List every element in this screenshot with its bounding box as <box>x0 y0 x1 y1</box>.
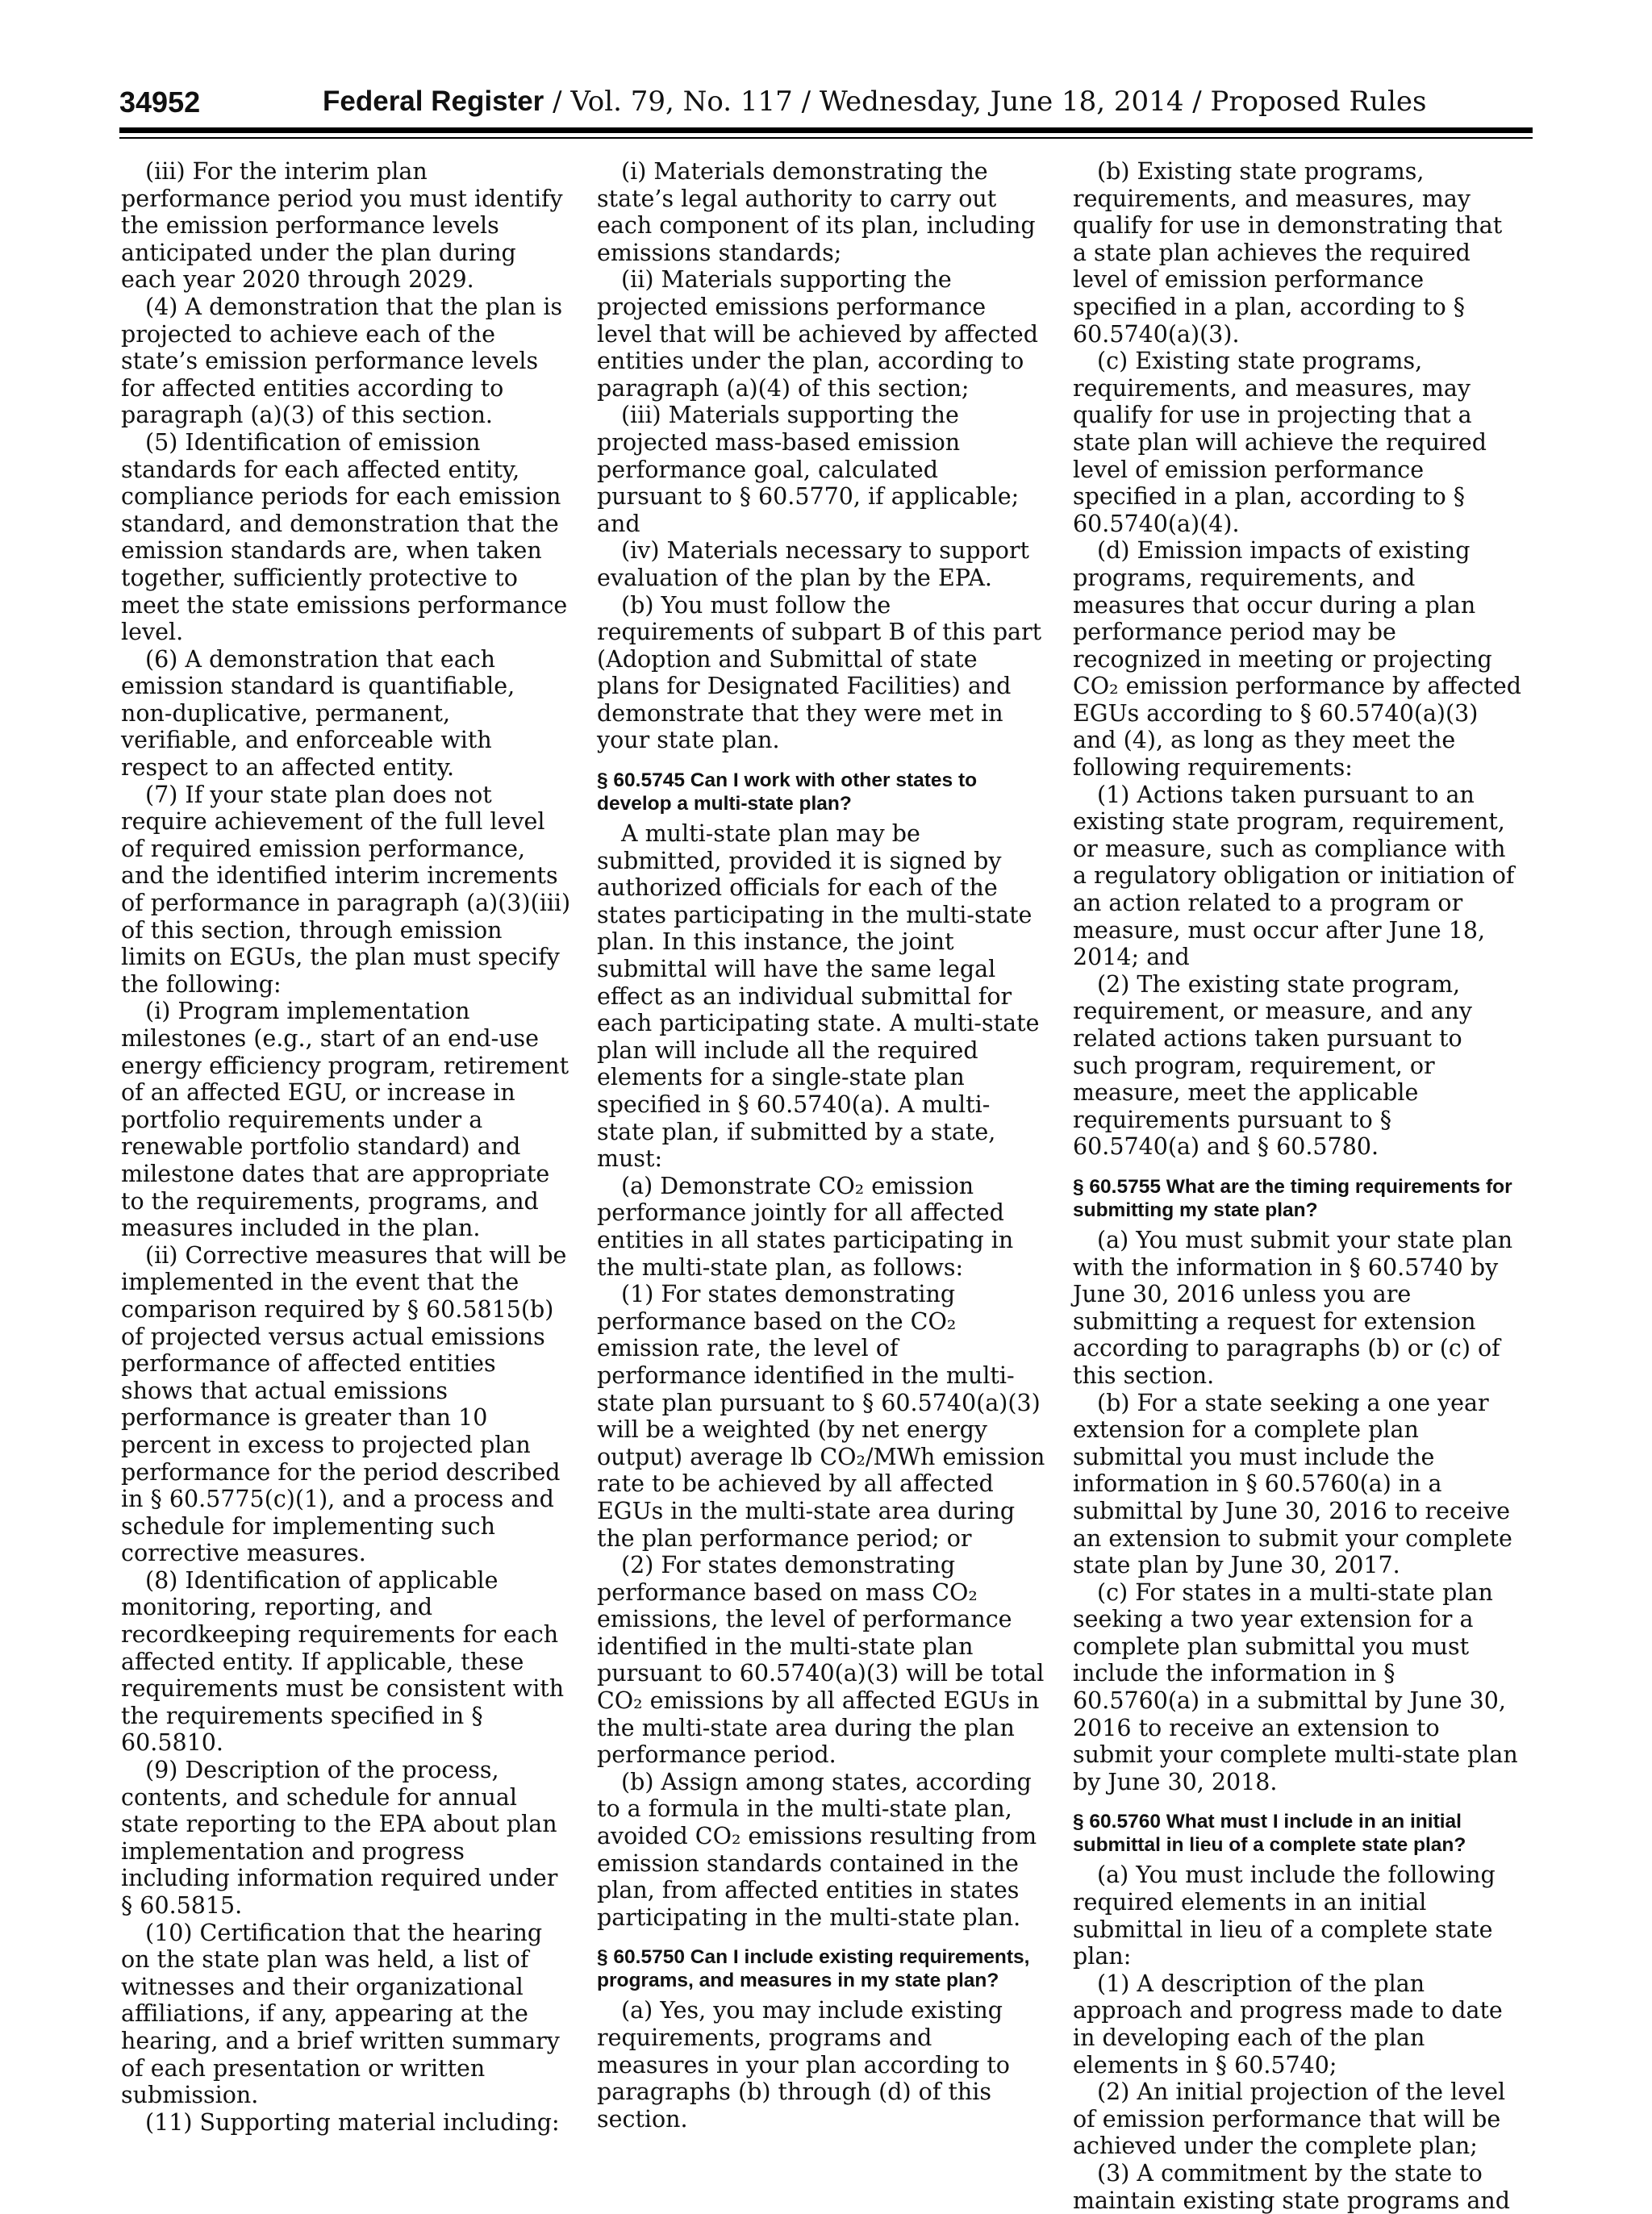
paragraph: (5) Identification of emission standards for each affected entity, compliance periods for each emission standard, and demonstration that the emission standards are, when taken together, sufficiently protective to meet the state emissions performance level. <box>121 428 568 646</box>
paragraph: (4) A demonstration that the plan is projected to achieve each of the state’s emission performance levels for affected entities according to paragraph (a)(3) of this section. <box>121 293 563 429</box>
paragraph: (a) You must include the following required elements in an initial submittal in lieu of a complete state plan: <box>1073 1862 1496 1970</box>
paragraph: (10) Certification that the hearing on the state plan was held, a list of witnesses and their organizational affiliations, if any, appearing at the hearing, and a brief written summary of each presentation or written submission. <box>121 1919 560 2109</box>
paragraph: (b) For a state seeking a one year extension for a complete plan submittal you must include the information in § 60.5760(a) in a submittal by June 30, 2016 to receive an extension to submit your complete state plan by June 30, 2017. <box>1073 1389 1512 1579</box>
paragraph: (b) Existing state programs, requirements, and measures, may qualify for use in demonstrating that a state plan achieves the required level of emission performance specified in a plan, according to § 60.5740(a)(3). <box>1073 158 1503 348</box>
paragraph: (11) Supporting material including: <box>145 2108 560 2136</box>
paragraph: (3) A commitment by the state to maintain existing state programs and <box>1073 2159 1511 2214</box>
paragraph: (1) For states demonstrating performance based on the CO₂ emission rate, the level of performance identified in the multi-state plan pursuant to § 60.5740(a)(3) will be a weighted (by net energy output) average lb CO₂/MWh emission rate to be achieved by all affected EGUs in the multi-state area during the plan performance period; or <box>597 1281 1045 1552</box>
section-heading-60-5750: § 60.5750 Can I include existing requirements, programs, and measures in my state plan? <box>597 1946 1030 1992</box>
paragraph: (iii) Materials supporting the projected mass-based emission performance goal, calculated pursuant to § 60.5770, if applicable; and <box>597 402 1020 537</box>
text-column-3 <box>1073 158 1523 2214</box>
header-rule-thick <box>119 127 1533 133</box>
page-number: 34952 <box>119 85 201 119</box>
publication-name: Federal Register <box>323 85 544 117</box>
paragraph: (6) A demonstration that each emission standard is quantifiable, non-duplicative, permanent, verifiable, and enforceable with respect to an affected entity. <box>121 645 515 782</box>
paragraph: (7) If your state plan does not require achievement of the full level of required emission performance, and the identified interim increments of performance in paragraph (a)(3)(iii) of this section, through emission limits on EGUs, the plan must specify the following: <box>121 781 571 998</box>
header-rule-thin <box>119 137 1533 139</box>
paragraph: (a) Demonstrate CO₂ emission performance jointly for all affected entities in all states participating in the multi-state plan, as follows: <box>597 1172 1014 1281</box>
section-heading-60-5760: § 60.5760 What must I include in an initial submittal in lieu of a complete state plan? <box>1073 1811 1466 1857</box>
paragraph: (ii) Corrective measures that will be implemented in the event that the comparison required by § 60.5815(b) of projected versus actual emissions performance of affected entities shows that actual emissions performance is greater than 10 percent in excess to projected plan performance for the period described in § 60.5775(c)(1), and a process and schedule for implementing such corrective measures. <box>121 1241 567 1567</box>
section-heading-60-5755: § 60.5755 What are the timing requirements for submitting my state plan? <box>1073 1175 1512 1221</box>
section-heading-60-5745: § 60.5745 Can I work with other states to develop a multi-state plan? <box>597 769 978 815</box>
paragraph: (b) You must follow the requirements of subpart B of this part (Adoption and Submittal of state plans for Designated Facilities) and demonstrate that they were met in your state plan. <box>597 591 1042 754</box>
paragraph: (a) Yes, you may include existing requirements, programs and measures in your plan according to paragraphs (b) through (d) of this section. <box>597 1997 1010 2133</box>
text-column-2 <box>597 158 1047 2133</box>
paragraph: (c) Existing state programs, requirements, and measures, may qualify for use in projecting that a state plan will achieve the required level of emission performance specified in a plan, according to § 60.5740(a)(4). <box>1073 348 1487 537</box>
paragraph: (1) Actions taken pursuant to an existing state program, requirement, or measure, such as compliance with a regulatory obligation or initiation of an action related to a program or measure, must occur after June 18, 2014; and <box>1073 781 1515 971</box>
paragraph: (1) A description of the plan approach and progress made to date in developing each of the plan elements in § 60.5740; <box>1073 1970 1503 2078</box>
paragraph: (d) Emission impacts of existing programs, requirements, and measures that occur during a plan performance period may be recognized in meeting or projecting CO₂ emission performance by affected EGUs according to § 60.5740(a)(3) and (4), as long as they meet the following requirements: <box>1073 537 1521 782</box>
paragraph: (i) Program implementation milestones (e.g., start of an end-use energy efficiency program, retirement of an affected EGU, or increase in portfolio requirements under a renewable portfolio standard) and milestone dates that are appropriate to the requirements, programs, and measures included in the plan. <box>121 998 569 1242</box>
paragraph: (iii) For the interim plan performance period you must identify the emission performance levels anticipated under the plan during each year 2020 through 2029. <box>121 158 563 294</box>
paragraph: (b) Assign among states, according to a formula in the multi-state plan, avoided CO₂ emissions resulting from emission standards contained in the plan, from affected entities in states participating in the multi-state plan. <box>597 1768 1037 1931</box>
paragraph: (i) Materials demonstrating the state’s legal authority to carry out each component of its plan, including emissions standards; <box>597 158 1036 266</box>
paragraph: (iv) Materials necessary to support evaluation of the plan by the EPA. <box>597 537 1029 591</box>
paragraph: A multi-state plan may be submitted, provided it is signed by authorized officials for each of the states participating in the multi-state plan. In this instance, the joint submittal will have the same legal effect as an individual submittal for each participating state. A multi-state plan will include all the required elements for a single-state plan specified in § 60.5740(a). A multi-state plan, if submitted by a state, must: <box>597 820 1040 1173</box>
issue-line: / Vol. 79, No. 117 / Wednesday, June 18, 2014 / Proposed Rules <box>544 85 1427 118</box>
running-header <box>119 81 1533 123</box>
paragraph: (2) For states demonstrating performance based on mass CO₂ emissions, the level of performance identified in the multi-state plan pursuant to 60.5740(a)(3) will be total CO₂ emissions by all affected EGUs in the multi-state area during the plan performance period. <box>597 1552 1045 1769</box>
paragraph: (9) Description of the process, contents, and schedule for annual state reporting to the EPA about plan implementation and progress including information required under § 60.5815. <box>121 1757 558 1919</box>
paragraph: (8) Identification of applicable monitoring, reporting, and recordkeeping requirements for each affected entity. If applicable, these requirements must be consistent with the requirements specified in § 60.5810. <box>121 1566 565 1757</box>
paragraph: (c) For states in a multi-state plan seeking a two year extension for a complete plan submittal you must include the information in § 60.5760(a) in a submittal by June 30, 2016 to receive an extension to submit your complete multi-state plan by June 30, 2018. <box>1073 1578 1518 1795</box>
paragraph: (2) The existing state program, requirement, or measure, and any related actions taken pursuant to such program, requirement, or measure, meet the applicable requirements pursuant to § 60.5740(a) and § 60.5780. <box>1073 970 1472 1161</box>
paragraph: (a) You must submit your state plan with the information in § 60.5740 by June 30, 2016 unless you are submitting a request for extension according to paragraphs (b) or (c) of this section. <box>1073 1226 1513 1389</box>
paragraph: (ii) Materials supporting the projected emissions performance level that will be achieved by affected entities under the plan, according to paragraph (a)(4) of this section; <box>597 266 1038 402</box>
running-title <box>323 85 1426 118</box>
text-column-1 <box>121 158 571 2136</box>
paragraph: (2) An initial projection of the level of emission performance that will be achieved under the complete plan; <box>1073 2078 1506 2160</box>
